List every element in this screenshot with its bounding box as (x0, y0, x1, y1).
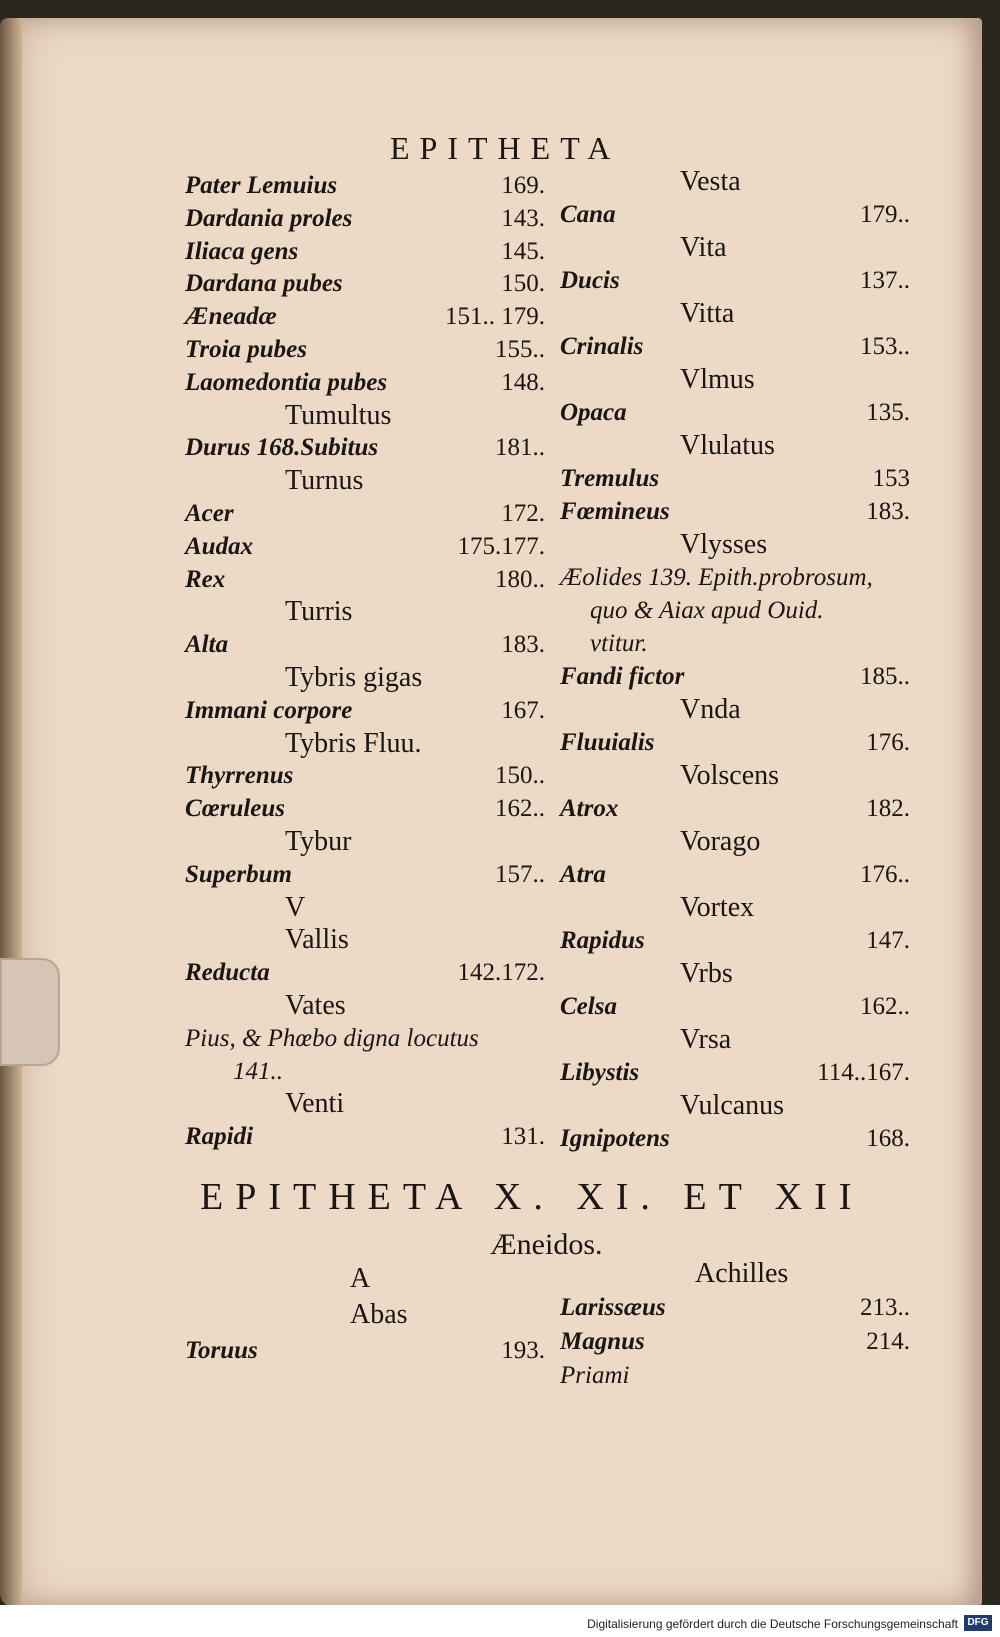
entry-word: Alta (185, 631, 229, 659)
entry-page-number: 135. (866, 399, 910, 426)
entry-page-number: 162.. (495, 795, 545, 823)
index-entry (185, 1123, 545, 1157)
entry-word: Rex (185, 565, 226, 593)
index-entry (560, 729, 910, 763)
index-heading: Vates (285, 990, 346, 1021)
entry-word: Superbum (185, 860, 292, 888)
entry-page-number: 143. (501, 204, 545, 232)
footer-strip (0, 1605, 1000, 1637)
entry-word: Laomedontia pubes (185, 368, 388, 396)
entry-word: Acer (185, 500, 234, 527)
entry-page-number: 213.. (860, 1294, 910, 1321)
entry-word: Larissæus (560, 1294, 666, 1321)
index-entry (185, 238, 545, 272)
entry-word: Dardania proles (185, 204, 353, 232)
index-heading: A (350, 1263, 371, 1294)
entry-word: Ducis (560, 267, 620, 294)
entry-word: Troia pubes (185, 336, 307, 363)
page-tab (0, 958, 60, 1066)
entry-page-number: 153.. (860, 333, 910, 360)
index-heading: Vortex (680, 892, 755, 923)
dfg-logo: DFG (964, 1615, 992, 1631)
index-entry (185, 172, 545, 206)
index-entry (560, 1125, 910, 1159)
entry-word: Magnus (560, 1328, 645, 1355)
entry-word: Reducta (185, 959, 270, 987)
index-entry (560, 333, 910, 367)
index-entry (560, 795, 910, 829)
section-title: EPITHETA X. XI. ET XII (200, 1176, 864, 1218)
entry-page-number: 172. (501, 500, 545, 527)
entry-page-number: 176. (866, 729, 910, 756)
index-entry (560, 465, 910, 499)
entry-page-number: 131. (501, 1123, 545, 1151)
entry-word: Iliaca gens (185, 237, 299, 265)
continuation-text: Pius, & Phœbo digna locutus (185, 1024, 479, 1052)
entry-page-number: 214. (866, 1328, 910, 1355)
index-heading: Turris (285, 596, 353, 628)
entry-word: Fœmineus (560, 498, 670, 525)
index-entry (185, 861, 545, 895)
index-heading: Tybris Fluu. (285, 727, 422, 759)
entry-word: Tremulus (560, 465, 660, 492)
entry-page-number: 151.. 179. (445, 303, 545, 331)
index-heading: Vlulatus (680, 430, 775, 461)
entry-page-number: 167. (501, 696, 545, 724)
entry-page-number: 147. (866, 927, 910, 954)
entry-page-number: 142.172. (457, 959, 545, 987)
index-heading: Vitta (680, 298, 735, 329)
entry-page-number: 183. (866, 498, 910, 525)
index-heading: Vlysses (680, 529, 768, 560)
index-entry (560, 498, 910, 532)
entry-page-number: 193. (501, 1337, 545, 1364)
index-heading: Vrbs (680, 958, 733, 989)
entry-page-number: 185.. (860, 663, 910, 690)
entry-word: Dardana pubes (185, 270, 343, 298)
entry-word: Fandi fictor (560, 663, 685, 690)
index-entry (185, 697, 545, 731)
index-heading: V (285, 891, 306, 923)
entry-page-number: 157.. (495, 860, 545, 888)
entry-page-number: 137.. (860, 267, 910, 294)
index-entry (560, 1328, 910, 1362)
entry-word: Immani corpore (185, 696, 353, 724)
entry-word: Audax (185, 532, 254, 560)
index-entry (185, 631, 545, 665)
index-entry (185, 959, 545, 993)
index-entry (560, 201, 910, 235)
index-entry (185, 1337, 545, 1371)
entry-word: Rapidus (560, 927, 645, 954)
footer-text: Digitalisierung gefördert durch die Deutsche Forschungsgemeinschaft (587, 1617, 958, 1631)
index-entry (185, 566, 545, 600)
entry-page-number: 153 (872, 465, 910, 492)
entry-word: Cana (560, 201, 616, 228)
index-entry (560, 1294, 910, 1328)
index-entry (560, 1059, 910, 1093)
continuation-text: quo & Aiax apud Ouid. (590, 597, 824, 624)
index-entry (560, 399, 910, 433)
entry-word: Atra (560, 861, 606, 888)
entry-word: Opaca (560, 399, 627, 426)
entry-page-number: 169. (501, 172, 545, 199)
index-heading: Abas (350, 1299, 408, 1330)
entry-page-number: 180.. (495, 565, 545, 593)
entry-page-number: 181.. (495, 434, 545, 462)
entry-page-number: 162.. (860, 993, 910, 1020)
entry-word: Cœruleus (185, 795, 286, 823)
index-entry (185, 369, 545, 403)
entry-word: Toruus (185, 1337, 258, 1364)
index-heading: Vulcanus (680, 1090, 785, 1121)
index-heading: Volscens (680, 760, 780, 791)
index-entry (560, 861, 910, 895)
index-heading: Achilles (695, 1258, 789, 1289)
entry-page-number: 176.. (860, 861, 910, 888)
index-entry (560, 663, 910, 697)
entry-page-number: 183. (501, 631, 545, 659)
index-entry (560, 993, 910, 1027)
entry-word: Crinalis (560, 333, 644, 360)
index-heading: Vallis (285, 924, 349, 956)
index-heading: Turnus (285, 465, 364, 497)
entry-word: Thyrrenus (185, 762, 294, 790)
entry-page-number: 182. (866, 795, 910, 822)
entry-page-number: 150.. (495, 762, 545, 790)
continuation-text: 141.. (233, 1057, 283, 1085)
index-heading: Vnda (680, 694, 741, 725)
entry-word: Æneadæ (185, 303, 277, 331)
index-entry (185, 434, 545, 468)
index-heading: Vesta (680, 166, 741, 197)
entry-page-number: 155.. (495, 336, 545, 363)
index-entry (185, 500, 545, 534)
entry-word: Fluuialis (560, 729, 655, 756)
continuation-text: Æolides 139. Epith.probrosum, (560, 564, 873, 591)
entry-word: Celsa (560, 993, 617, 1020)
index-heading: Vlmus (680, 364, 755, 395)
entry-page-number: 175.177. (457, 532, 545, 560)
index-entry (185, 795, 545, 829)
entry-page-number: 150. (501, 270, 545, 298)
index-entry (185, 533, 545, 567)
entry-word: Atrox (560, 795, 619, 822)
index-entry (185, 205, 545, 239)
entry-word: Ignipotens (560, 1125, 670, 1152)
page-header: EPITHETA (390, 130, 621, 166)
index-entry (185, 303, 545, 337)
entry-page-number: 148. (501, 368, 545, 396)
index-entry (560, 927, 910, 961)
entry-page-number: 168. (866, 1125, 910, 1152)
index-heading: Venti (285, 1088, 345, 1120)
index-entry (185, 336, 545, 370)
index-entry (185, 270, 545, 304)
entry-word: Rapidi (185, 1123, 254, 1151)
index-heading: Vorago (680, 826, 761, 857)
entry-page-number: 179.. (860, 201, 910, 228)
continuation-text: Priami (560, 1362, 630, 1389)
section-subtitle: Æneidos. (490, 1228, 603, 1261)
entry-page-number: 145. (501, 237, 545, 265)
index-heading: Tumultus (285, 399, 392, 431)
index-entry (185, 762, 545, 796)
entry-page-number: 114..167. (817, 1059, 910, 1086)
entry-word: Durus 168.Subitus (185, 434, 379, 462)
index-heading: Tybur (285, 826, 352, 857)
index-heading: Vita (680, 232, 727, 263)
entry-word: Libystis (560, 1059, 640, 1086)
index-heading: Vrsa (680, 1024, 732, 1055)
index-entry (560, 267, 910, 301)
continuation-text: vtitur. (590, 630, 648, 657)
entry-word: Pater Lemuius (185, 172, 338, 199)
index-heading: Tybris gigas (285, 662, 423, 693)
